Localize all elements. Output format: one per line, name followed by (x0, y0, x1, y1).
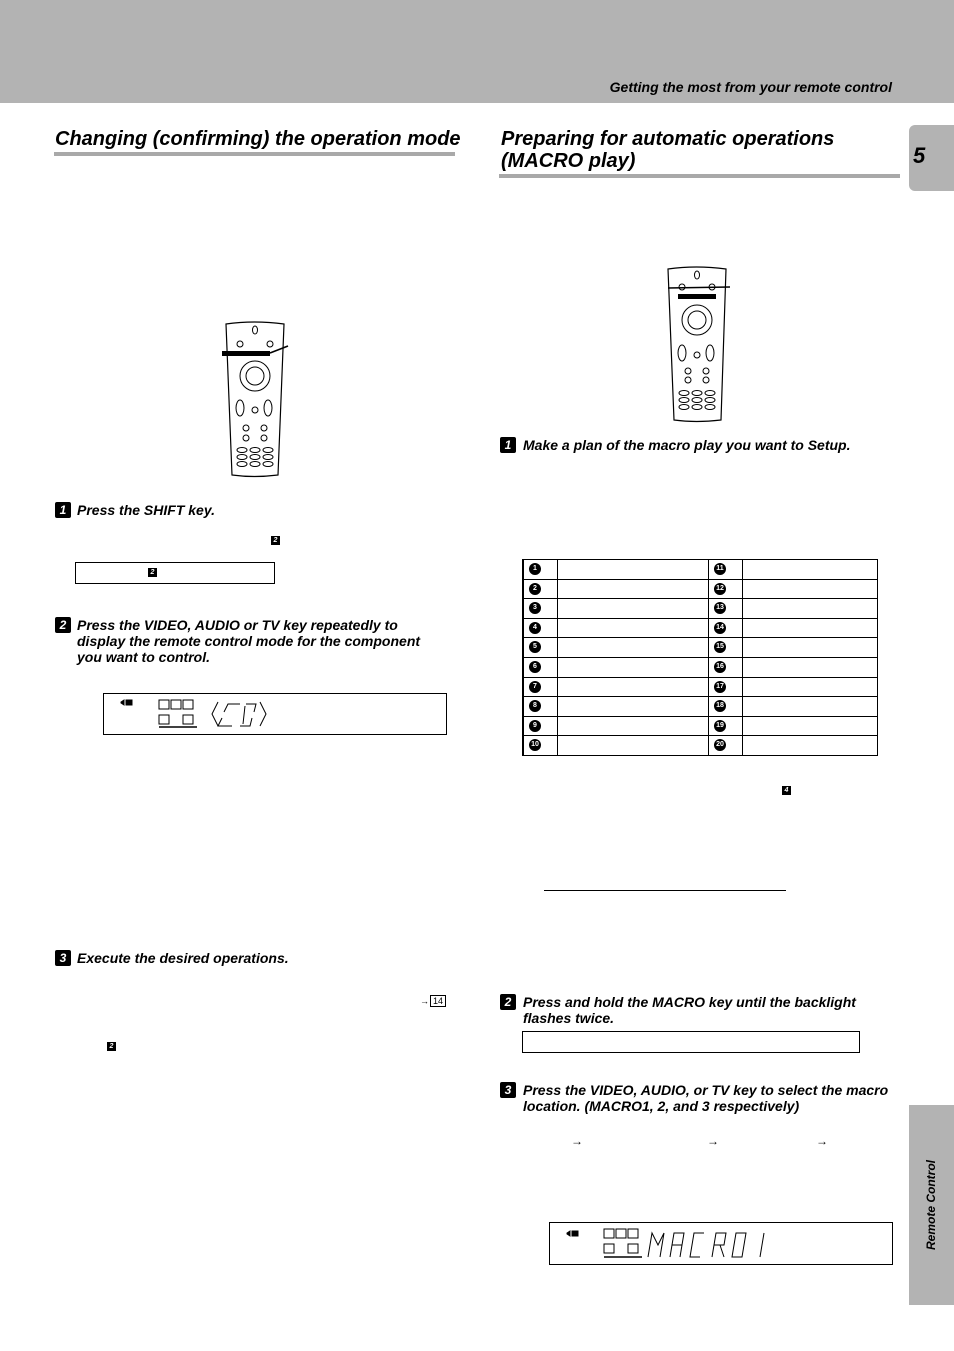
arrow-right-icon: → (420, 996, 429, 1006)
table-cell-entry (743, 677, 878, 697)
step-circle: 4 (529, 622, 541, 634)
table-cell-number (709, 677, 743, 697)
step-text: Press the VIDEO, AUDIO or TV key repeatedly to display the remote control mode for the component you want to control. (77, 617, 421, 665)
table-cell-number (523, 716, 558, 736)
lcd-display-macro (549, 1222, 893, 1265)
macro-display-box (522, 1031, 860, 1053)
table-row (523, 657, 878, 677)
step-number: 3 (55, 950, 71, 966)
table-cell-number (709, 599, 743, 619)
table-cell-entry (558, 599, 709, 619)
step-text: Press and hold the MACRO key until the backlight flashes twice. (523, 994, 856, 1026)
right-title-rule (499, 174, 900, 178)
table-cell-number (709, 560, 743, 580)
section-side-label: Remote Control (924, 1160, 938, 1250)
table-cell-entry (743, 716, 878, 736)
table-cell-number (523, 599, 558, 619)
step-circle: 10 (529, 739, 541, 751)
table-cell-entry (743, 560, 878, 580)
step-text: Press the SHIFT key. (77, 502, 215, 518)
step-circle: 13 (714, 602, 726, 614)
lcd-segments (104, 694, 446, 734)
left-title-rule (54, 152, 455, 156)
step-circle: 5 (529, 641, 541, 653)
table-cell-number (523, 618, 558, 638)
step-circle: 18 (714, 700, 726, 712)
mode-badge: 2 (271, 536, 280, 545)
table-cell-entry (743, 736, 878, 756)
table-cell-entry (558, 657, 709, 677)
header-title: Getting the most from your remote control (609, 79, 892, 95)
table-cell-number (709, 736, 743, 756)
table-cell-number (709, 618, 743, 638)
table-cell-number (709, 657, 743, 677)
step-text: Make a plan of the macro play you want to Setup. (523, 437, 851, 453)
macro-plan-table (522, 559, 878, 756)
table-cell-entry (743, 697, 878, 717)
table-row (523, 697, 878, 717)
table-row (523, 736, 878, 756)
step-number: 1 (55, 502, 71, 518)
mode-badge: 2 (107, 1042, 116, 1051)
step-circle: 11 (714, 563, 726, 575)
page-ref-number: 14 (430, 995, 446, 1007)
table-cell-entry (558, 579, 709, 599)
table-row (523, 599, 878, 619)
table-cell-number (523, 657, 558, 677)
step-number: 3 (500, 1082, 516, 1098)
step-circle: 1 (529, 563, 541, 575)
table-cell-entry (558, 638, 709, 658)
page-number: 5 (913, 143, 926, 168)
step-circle: 12 (714, 583, 726, 595)
remote-illustration-right (664, 265, 734, 425)
step-number: 2 (500, 994, 516, 1010)
table-cell-number (709, 638, 743, 658)
table-row (523, 560, 878, 580)
step-circle: 9 (529, 720, 541, 732)
table-row (523, 579, 878, 599)
arrow-right-icon: → (571, 1134, 583, 1148)
lcd-segments (550, 1223, 892, 1264)
table-row (523, 618, 878, 638)
step-circle: 17 (714, 681, 726, 693)
step-circle: 8 (529, 700, 541, 712)
step-text: Press the VIDEO, AUDIO, or TV key to select the macro location. (MACRO1, 2, and 3 respectively) (523, 1082, 889, 1114)
table-cell-number (709, 579, 743, 599)
table-cell-number (523, 579, 558, 599)
lcd-display-cd (103, 693, 447, 735)
step-circle: 16 (714, 661, 726, 673)
page-reference (420, 996, 446, 1006)
table-cell-entry (558, 618, 709, 638)
table-row (523, 677, 878, 697)
step-circle: 15 (714, 641, 726, 653)
step-circle: 20 (714, 739, 726, 751)
table-cell-number (523, 638, 558, 658)
step-number: 2 (55, 617, 71, 633)
remote-illustration-left (222, 320, 292, 480)
step-number: 1 (500, 437, 516, 453)
table-cell-entry (743, 599, 878, 619)
table-cell-entry (558, 677, 709, 697)
mode-badge: 2 (148, 568, 157, 577)
table-cell-entry (558, 697, 709, 717)
step-circle: 3 (529, 602, 541, 614)
table-cell-entry (743, 657, 878, 677)
mode-badge: 4 (782, 786, 791, 795)
title-line-1: Preparing for automatic operations (501, 128, 835, 150)
table-cell-number (523, 560, 558, 580)
step-circle: 19 (714, 720, 726, 732)
table-row (523, 716, 878, 736)
right-section-title (501, 128, 834, 172)
table-cell-entry (743, 579, 878, 599)
step-circle: 7 (529, 681, 541, 693)
shift-display-box (75, 562, 275, 584)
section-side-tab (909, 1105, 954, 1305)
arrow-right-icon: → (816, 1134, 828, 1148)
step-circle: 2 (529, 583, 541, 595)
table-cell-entry (743, 618, 878, 638)
table-cell-entry (558, 736, 709, 756)
left-section-title: Changing (confirming) the operation mode (55, 128, 461, 150)
divider-line (544, 890, 786, 891)
title-line-2: (MACRO play) (501, 150, 636, 172)
table-cell-entry (558, 560, 709, 580)
step-text: Execute the desired operations. (77, 950, 289, 966)
table-cell-number (523, 697, 558, 717)
step-circle: 6 (529, 661, 541, 673)
table-cell-number (709, 697, 743, 717)
table-cell-number (709, 716, 743, 736)
table-row (523, 638, 878, 658)
page-number-tab (909, 125, 954, 191)
arrow-right-icon: → (707, 1134, 719, 1148)
step-circle: 14 (714, 622, 726, 634)
table-cell-number (523, 736, 558, 756)
table-cell-number (523, 677, 558, 697)
table-cell-entry (558, 716, 709, 736)
table-cell-entry (743, 638, 878, 658)
